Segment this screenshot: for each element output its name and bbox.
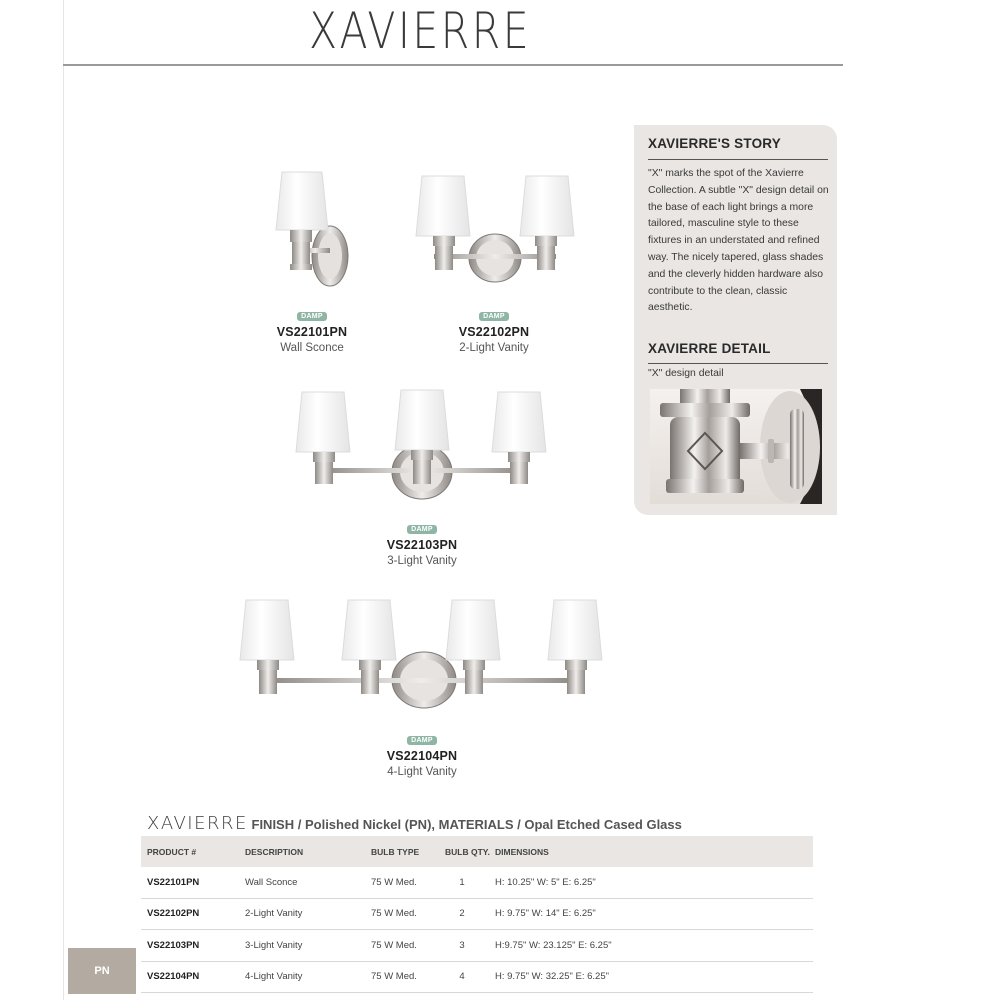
cell-product: VS22101PN [141,867,245,898]
cell-bulb-type: 75 W Med. [371,867,445,898]
column-header-bulb-type: BULB TYPE [371,836,445,867]
cell-bulb-type: 75 W Med. [371,930,445,962]
cell-bulb-qty: 3 [445,930,495,962]
damp-rating-badge: DAMP [407,736,437,745]
x-design-detail-image [650,389,822,504]
story-divider [648,159,828,160]
table-row [141,898,813,930]
page-title: XAVIERRE [308,2,532,60]
product-sku: VS22104PN [386,749,458,763]
product-sku: VS22102PN [458,325,530,339]
finish-value: / Polished Nickel (PN), [297,817,436,832]
cell-bulb-qty: 2 [445,898,495,930]
product-card [372,518,472,567]
2-light-vanity-image [412,172,578,292]
materials-label: MATERIALS [438,817,514,832]
column-header-description: DESCRIPTION [245,836,371,867]
cell-bulb-qty: 4 [445,961,495,993]
finish-label: FINISH [251,817,295,832]
cell-bulb-qty: 1 [445,867,495,898]
cell-description: 3-Light Vanity [245,930,371,962]
product-description: 2-Light Vanity [459,342,529,354]
column-header-bulb-qty: BULB QTY. [445,836,495,867]
column-header-product: PRODUCT # [141,836,245,867]
story-panel [634,125,837,515]
story-title: XAVIERRE'S STORY [648,136,781,151]
cell-product: VS22104PN [141,961,245,993]
specs-heading [147,813,682,834]
cell-product: VS22102PN [141,898,245,930]
table-row [141,961,813,993]
product-description: Wall Sconce [280,342,344,354]
column-header-dimensions: DIMENSIONS [495,836,813,867]
3-light-vanity-image [294,388,550,503]
product-description: 4-Light Vanity [387,766,457,778]
cell-dimensions: H: 9.75" W: 32.25" E: 6.25" [495,961,813,993]
product-sku: VS22103PN [386,538,458,552]
damp-rating-badge: DAMP [297,312,327,321]
product-card [372,729,472,778]
specs-table [141,836,813,993]
cell-description: 4-Light Vanity [245,961,371,993]
product-sku: VS22101PN [276,325,348,339]
cell-bulb-type: 75 W Med. [371,961,445,993]
damp-rating-badge: DAMP [407,525,437,534]
damp-rating-badge: DAMP [479,312,509,321]
story-body: "X" marks the spot of the Xavierre Collection. A subtle "X" design detail on the base of each light brings a more tailored, masculine style to these fixtures in an understated and refined way. The nicely tapered, glass shades and the cleverly hidden hardware also contribute to the clean, classic aesthetic. [648,168,829,314]
finish-swatch-badge: PN [68,948,136,994]
materials-value: / Opal Etched Cased Glass [517,817,682,832]
table-header-row [141,836,813,867]
product-card [262,305,362,354]
4-light-vanity-image [236,596,604,711]
detail-divider [648,363,828,364]
detail-title: XAVIERRE DETAIL [648,341,771,356]
table-row [141,930,813,962]
cell-dimensions: H: 10.25" W: 5" E: 6.25" [495,867,813,898]
product-card [444,305,544,354]
table-row [141,867,813,898]
wall-sconce-image [270,168,360,293]
detail-caption: "X" design detail [648,368,724,379]
cell-bulb-type: 75 W Med. [371,898,445,930]
cell-description: 2-Light Vanity [245,898,371,930]
page-margin-line [63,0,64,1000]
specs-brand: XAVIERRE [147,813,248,834]
cell-dimensions: H:9.75" W: 23.125" E: 6.25" [495,930,813,962]
title-divider [63,64,843,66]
cell-product: VS22103PN [141,930,245,962]
cell-description: Wall Sconce [245,867,371,898]
cell-dimensions: H: 9.75" W: 14" E: 6.25" [495,898,813,930]
product-description: 3-Light Vanity [387,555,457,567]
